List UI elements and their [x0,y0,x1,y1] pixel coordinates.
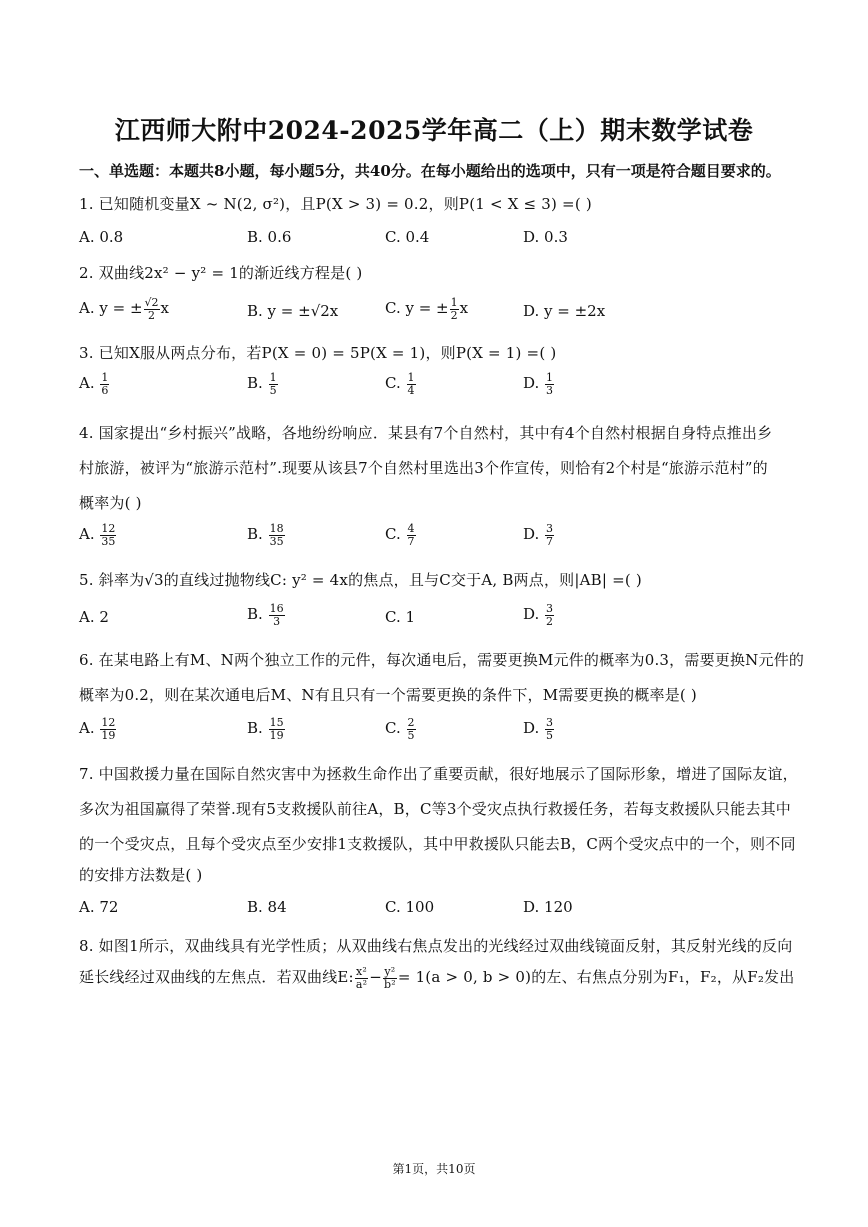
q4-option-c [385,523,417,547]
q4-a-fraction [100,523,116,547]
q4-option-a [79,523,117,547]
q1-option-c: C. 0.4 [385,228,430,246]
q5-b-numerator: 16 [269,602,284,615]
q2-option-d: D. y = ±2x [523,302,606,320]
q4-c-label: C. [385,525,401,544]
q5-d-label: D. [523,605,540,624]
q1-option-d: D. 0.3 [523,228,568,246]
q5-b-fraction [269,603,285,627]
question-7-line-4: 的安排方法数是( ) [79,866,203,884]
q4-b-label: B. [247,525,263,544]
q8-y-numerator: y² [384,965,396,978]
section-heading: 一、单选题：本题共8小题，每小题5分，共40分。在每小题给出的选项中，只有一项是符合题目要求的。 [79,162,781,180]
q6-option-b [247,717,286,741]
q4-b-denominator: 35 [269,534,284,548]
question-2: 2. 双曲线2x² − y² = 1的渐近线方程是( ) [79,264,363,282]
question-1: 1. 已知随机变量X ~ N(2, σ²)，且P(X > 3) = 0.2，则P(1 < X ≤ 3) =( ) [79,195,592,213]
q7-option-a: A. 72 [79,898,119,916]
q8-y-fraction [383,966,397,990]
q4-c-denominator: 7 [407,534,415,548]
question-6-line-2: 概率为0.2，则在某次通电后M、N有且只有一个需要更换的条件下，M需要更换的概率是( ) [79,686,697,704]
q2-a-denominator: 2 [148,308,156,322]
q8-x-numerator: x² [355,965,367,978]
q3-c-numerator: 1 [407,371,415,384]
q2-c-denominator: 2 [450,308,458,322]
question-8-line-1: 8. 如图1所示，双曲线具有光学性质；从双曲线右焦点发出的光线经过双曲线镜面反射，其反射光线的反向 [79,937,793,955]
q2-option-a-fraction [144,297,160,321]
page-footer: 第1页，共10页 [392,1162,476,1176]
q6-b-label: B. [247,719,263,738]
q3-c-label: C. [385,374,401,393]
q7-option-d: D. 120 [523,898,573,916]
q4-option-b [247,523,286,547]
q3-d-numerator: 1 [546,371,554,384]
q6-b-denominator: 19 [269,728,284,742]
q3-b-denominator: 5 [269,383,277,397]
question-7-line-1: 7. 中国救援力量在国际自然灾害中为拯救生命作出了重要贡献，很好地展示了国际形象，增进了国际友谊， [79,765,798,783]
q3-d-label: D. [523,374,540,393]
q5-d-fraction [545,603,554,627]
question-4-line-2: 村旅游，被评为“旅游示范村”.现要从该县7个自然村里选出3个作宣传，则恰有2个村是“旅游示范村”的 [79,459,768,477]
q5-d-denominator: 2 [546,614,554,628]
q4-b-numerator: 18 [269,522,284,535]
q5-b-label: B. [247,605,263,624]
q4-d-fraction [545,523,554,547]
q4-a-numerator: 12 [101,522,116,535]
q2-option-a-prefix: A. y = ± [79,299,143,318]
q7-option-c: C. 100 [385,898,435,916]
q3-a-fraction [100,372,109,396]
q3-c-fraction [407,372,416,396]
q4-d-numerator: 3 [546,522,554,535]
question-6-line-1: 6. 在某电路上有M、N两个独立工作的元件，每次通电后，需要更换M元件的概率为0.3，需要更换N元件的 [79,651,805,669]
q3-option-b [247,372,279,396]
q4-c-numerator: 4 [407,522,415,535]
q1-option-b: B. 0.6 [247,228,292,246]
q5-option-a: A. 2 [79,608,109,626]
question-7-line-3: 的一个受灾点，且每个受灾点至少安排1支救援队，其中甲救援队只能去B，C两个受灾点中的一个，则不同 [79,835,796,853]
q3-a-numerator: 1 [101,371,109,384]
q2-option-a-suffix: x [160,299,169,318]
q6-c-label: C. [385,719,401,738]
q6-option-c [385,717,417,741]
q2-option-c-fraction [450,297,459,321]
q6-d-fraction [545,717,554,741]
question-4-line-1: 4. 国家提出“乡村振兴”战略，各地纷纷响应．某县有7个自然村，其中有4个自然村根据自身特点推出乡 [79,424,773,442]
q6-b-fraction [269,717,285,741]
q2-a-numerator: √2 [144,296,159,309]
q8-minus-sign: − [369,968,382,987]
q5-option-d [523,603,555,627]
q6-b-numerator: 15 [269,716,284,729]
q3-b-label: B. [247,374,263,393]
q2-c-numerator: 1 [450,296,458,309]
q3-b-fraction [269,372,278,396]
q5-d-numerator: 3 [546,602,554,615]
q4-d-label: D. [523,525,540,544]
q4-d-denominator: 7 [546,534,554,548]
q2-option-c-suffix: x [459,299,469,318]
q4-b-fraction [269,523,285,547]
q8-x-denominator: a² [355,977,368,991]
question-7-line-2: 多次为祖国赢得了荣誉.现有5支救援队前往A，B，C等3个受灾点执行救援任务，若每支救援队只能去其中 [79,800,791,818]
q3-a-denominator: 6 [101,383,109,397]
q4-option-d [523,523,555,547]
q6-a-fraction [100,717,116,741]
q6-d-denominator: 5 [546,728,554,742]
q3-option-d [523,372,555,396]
q3-d-fraction [545,372,554,396]
q6-a-numerator: 12 [101,716,116,729]
q8-x-fraction [355,966,368,990]
question-4-line-3: 概率为( ) [79,494,142,512]
q4-a-label: A. [79,525,95,544]
q4-a-denominator: 35 [101,534,116,548]
q6-option-a [79,717,117,741]
question-5: 5. 斜率为√3的直线过抛物线C: y² = 4x的焦点，且与C交于A, B两点，则|AB| =( ) [79,571,642,589]
q2-option-c-prefix: C. y = ± [385,299,449,318]
q6-c-denominator: 5 [407,728,415,742]
q5-option-b [247,603,286,627]
q3-d-denominator: 3 [546,383,554,397]
q2-option-a [79,297,169,321]
q6-d-label: D. [523,719,540,738]
q8-line-2-suffix: = 1(a > 0, b > 0)的左、右焦点分别为F₁，F₂，从F₂发出 [397,968,795,987]
q6-option-d [523,717,555,741]
q5-b-denominator: 3 [273,614,281,628]
q8-line-2-prefix: 延长线经过双曲线的左焦点．若双曲线E: [79,968,354,987]
q2-option-c [385,297,468,321]
q3-a-label: A. [79,374,95,393]
q2-option-b: B. y = ±√2x [247,302,339,320]
q3-option-c [385,372,417,396]
q7-option-b: B. 84 [247,898,287,916]
q1-option-a: A. 0.8 [79,228,124,246]
q8-y-denominator: b² [383,977,396,991]
q3-b-numerator: 1 [269,371,277,384]
q6-a-denominator: 19 [101,728,116,742]
question-8-line-2 [79,966,794,990]
question-3: 3. 已知X服从两点分布，若P(X = 0) = 5P(X = 1)，则P(X = 1) =( ) [79,344,557,362]
q5-option-c: C. 1 [385,608,416,626]
q6-c-numerator: 2 [407,716,415,729]
q3-option-a [79,372,110,396]
q4-c-fraction [407,523,416,547]
q6-a-label: A. [79,719,95,738]
q6-d-numerator: 3 [546,716,554,729]
exam-title: 江西师大附中2024-2025学年高二（上）期末数学试卷 [114,116,754,145]
q3-c-denominator: 4 [407,383,415,397]
q6-c-fraction [407,717,416,741]
